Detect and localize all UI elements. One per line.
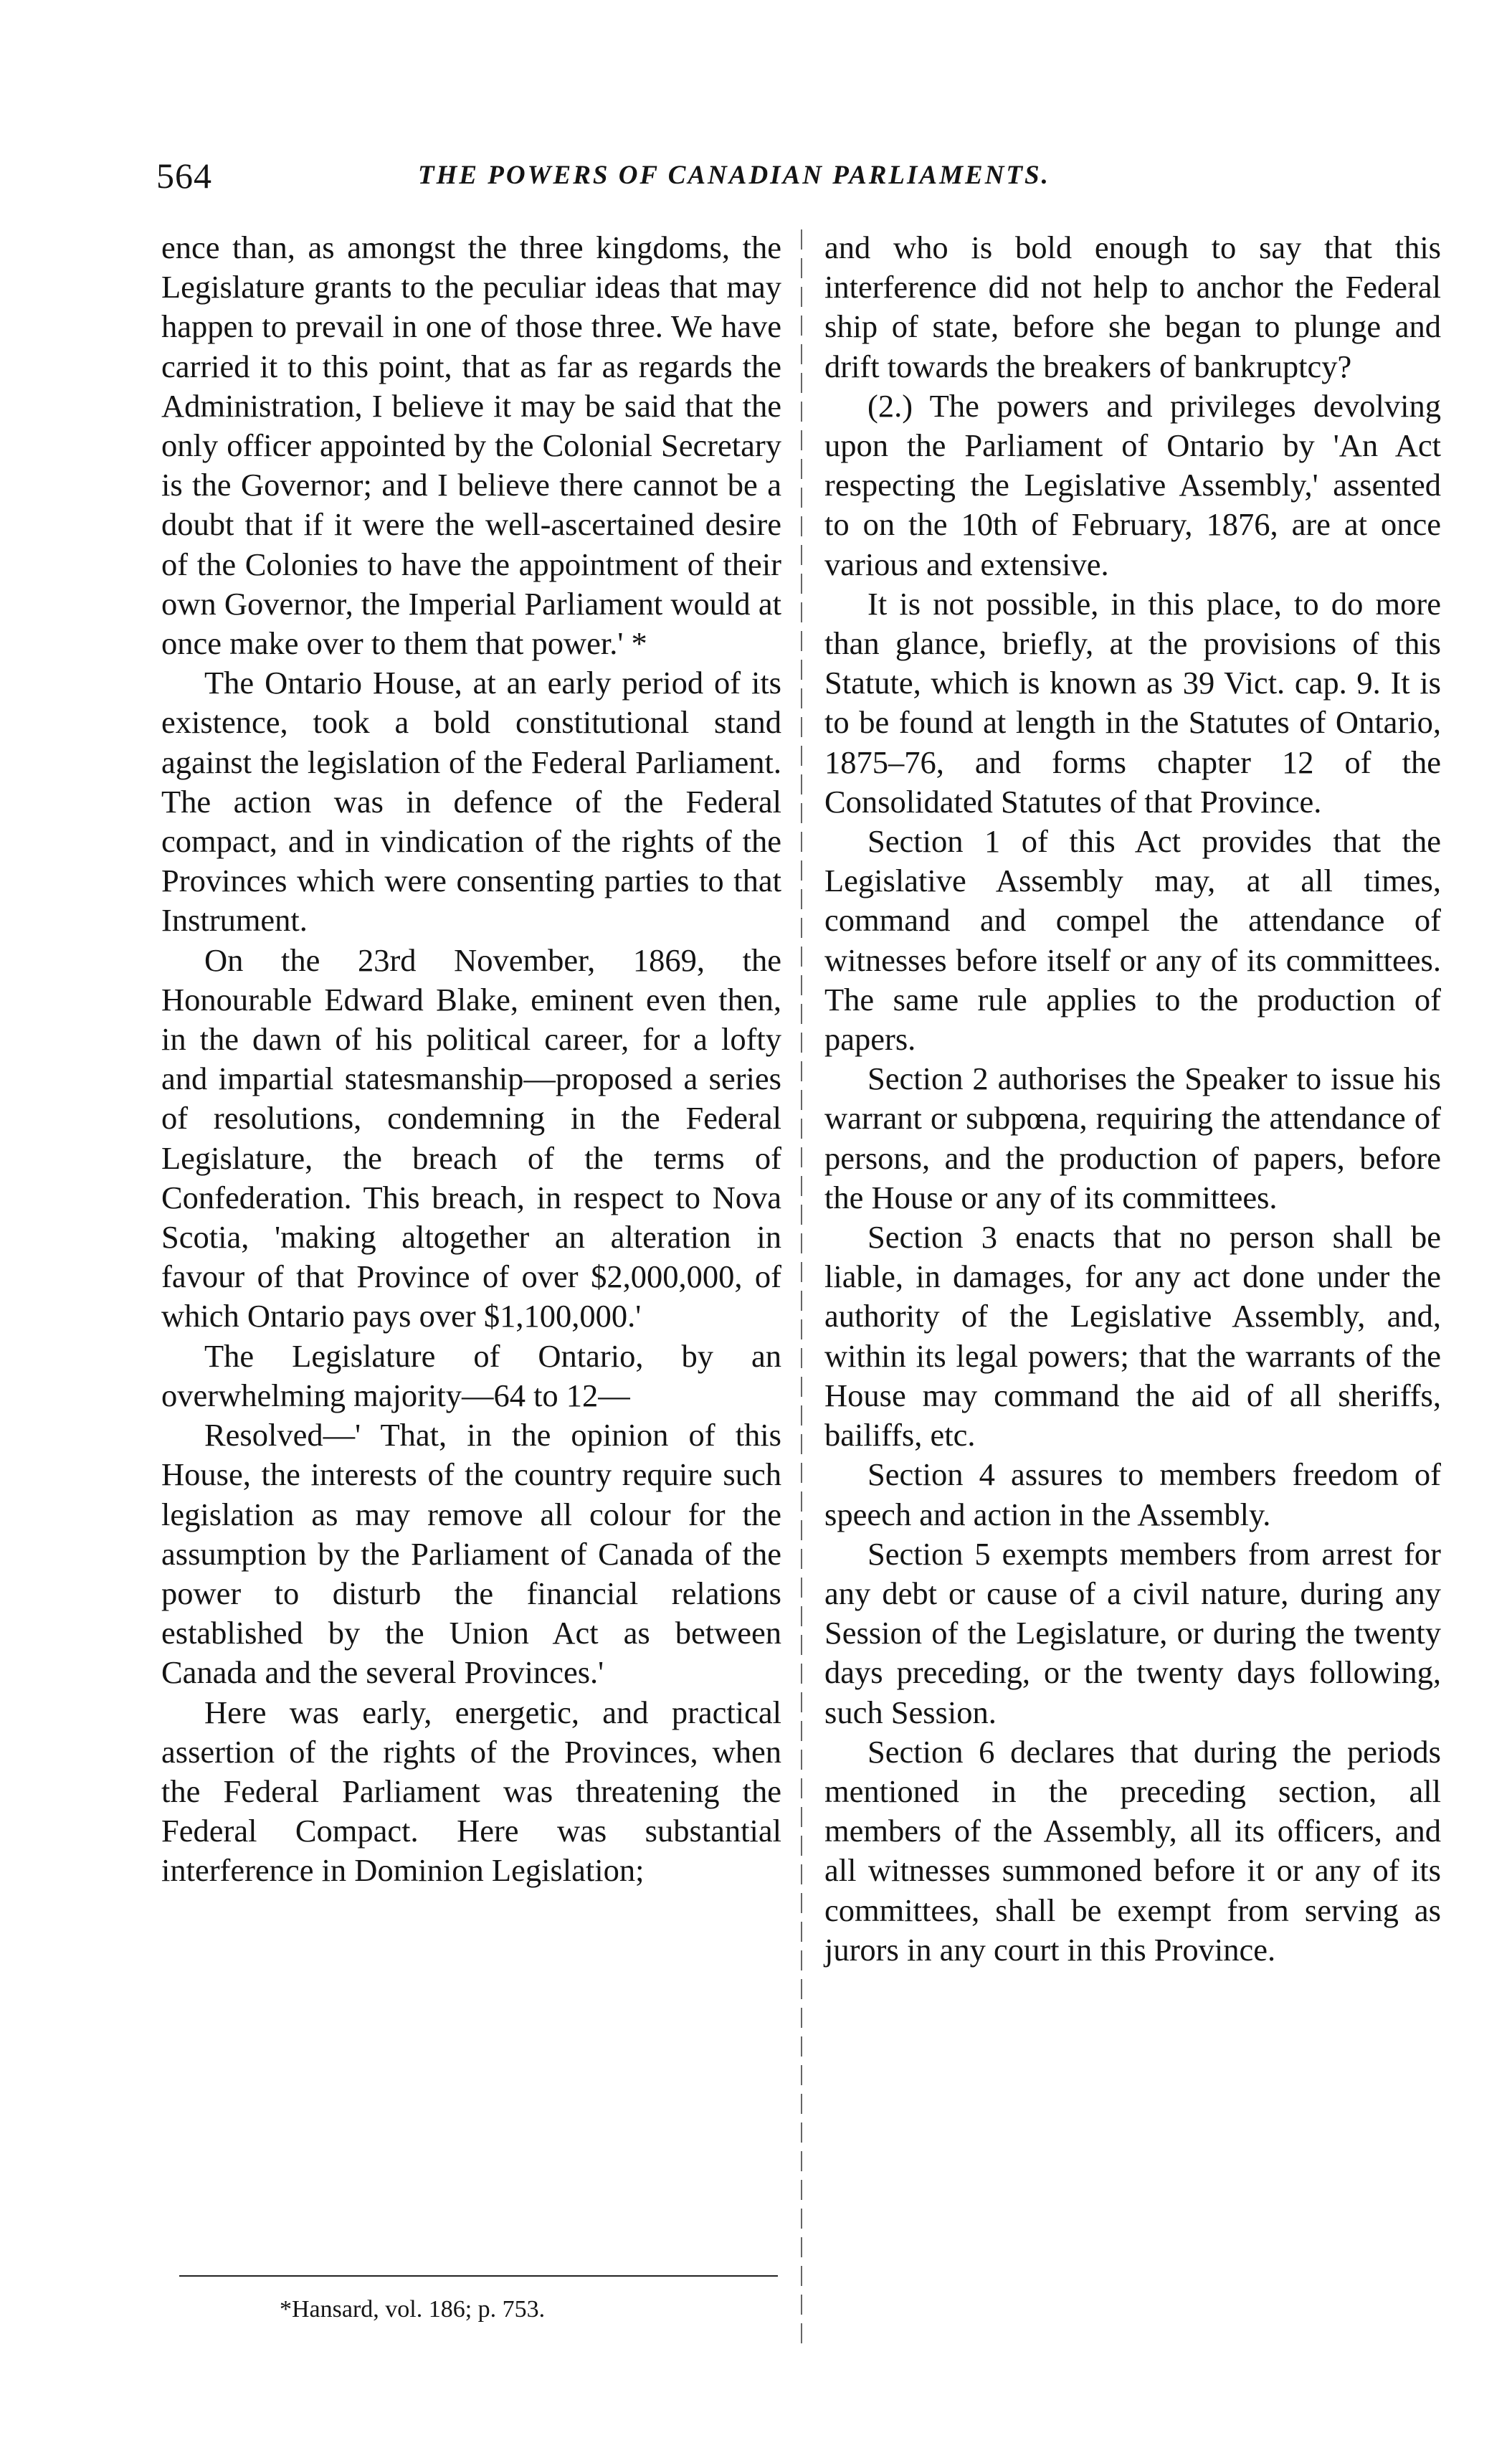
right-paragraph-1: and who is bold enough to say that this interference did not help to anchor the Federal ship of state, before she began to plunge and drift towards the breakers of bankruptcy? [824, 229, 1441, 384]
right-paragraph-6: Section 3 enacts that no person shall be liable, in damages, for any act done under the authority of the Legislative Assembly, and, within its legal powers; that the warrants of the House may command the aid of all sheriffs, bailiffs, etc. [824, 1219, 1441, 1453]
left-column [161, 228, 781, 1891]
right-paragraph-9: Section 6 declares that during the periods mentioned in the preceding section, all members of the Assembly, all its officers, and all witnesses summoned before it or any of its committees, shall be exempt from serving as jurors in any court in this Province. [824, 1733, 1441, 1968]
column-divider [801, 229, 802, 2352]
page-number: 564 [156, 156, 212, 196]
right-paragraph-8: Section 5 exempts members from arrest for any debt or cause of a civil nature, during any Session of the Legislature, or during the twenty days preceding, or the twenty days following, such Session. [824, 1535, 1441, 1730]
footnote-rule [179, 2275, 778, 2277]
left-paragraph-2: The Ontario House, at an early period of its existence, took a bold constitutional stand against the legislation of the Federal Parliament. The action was in defence of the Federal compact, and in vindication of the rights of the Provinces which were consenting parties to that Instrument. [161, 665, 781, 939]
running-title: THE POWERS OF CANADIAN PARLIAMENTS. [418, 161, 1050, 190]
right-paragraph-7: Section 4 assures to members freedom of speech and action in the Assembly. [824, 1456, 1441, 1532]
left-paragraph-3: On the 23rd November, 1869, the Honourable Edward Blake, eminent even then, in the dawn of his political career, for a lofty and impartial statesmanship—proposed a series of resolutions, condemning in the Federal Legislature, the breach of the terms of Confederation. This breach, in respect to Nova Scotia, 'making altogether an alteration in favour of that Province of over $2,000,000, of which Ontario pays over $1,100,000.' [161, 941, 781, 1334]
right-column [824, 228, 1441, 1970]
right-paragraph-4: Section 1 of this Act provides that the Legislative Assembly may, at all times, command and compel the attendance of witnesses before itself or any of its committees. The same rule applies to the production of papers. [824, 823, 1441, 1058]
right-paragraph-5: Section 2 authorises the Speaker to issue his warrant or subpœna, requiring the attendance of persons, and the production of papers, before the House or any of its committees. [824, 1061, 1441, 1215]
left-paragraph-5: Resolved—' That, in the opinion of this House, the interests of the country require such legislation as may remove all colour for the assumption by the Parliament of Canada of the power to disturb the financial relations established by the Union Act as between Canada and the several Provinces.' [161, 1417, 781, 1691]
left-paragraph-4: The Legislature of Ontario, by an overwhelming majority—64 to 12— [161, 1337, 781, 1413]
page-header [156, 151, 1461, 201]
left-paragraph-1: ence than, as amongst the three kingdoms, the Legislature grants to the peculiar ideas that may happen to prevail in one of those three. We have carried it to this point, that as far as regards the Administration, I believe it may be said that the only officer appointed by the Colonial Secretary is the Governor; and I believe there cannot be a doubt that if it were the well-ascertained desire of the Colonies to have the appointment of their own Governor, the Imperial Parliament would at once make over to them that power.' * [161, 229, 781, 662]
right-paragraph-3: It is not possible, in this place, to do more than glance, briefly, at the provisions of this Statute, which is known as 39 Vict. cap. 9. It is to be found at length in the Statutes of Ontario, 1875–76, and forms chapter 12 of the Consolidated Statutes of that Province. [824, 585, 1441, 820]
footnote: *Hansard, vol. 186; p. 753. [280, 2296, 546, 2323]
right-paragraph-2: (2.) The powers and privileges devolving upon the Parliament of Ontario by 'An Act respecting the Legislative Assembly,' assented to on the 10th of February, 1876, are at once various and extensive. [824, 387, 1441, 582]
left-paragraph-6: Here was early, energetic, and practical assertion of the rights of the Provinces, when the Federal Parliament was threatening the Federal Compact. Here was substantial interference in Dominion Legislation; [161, 1694, 781, 1889]
